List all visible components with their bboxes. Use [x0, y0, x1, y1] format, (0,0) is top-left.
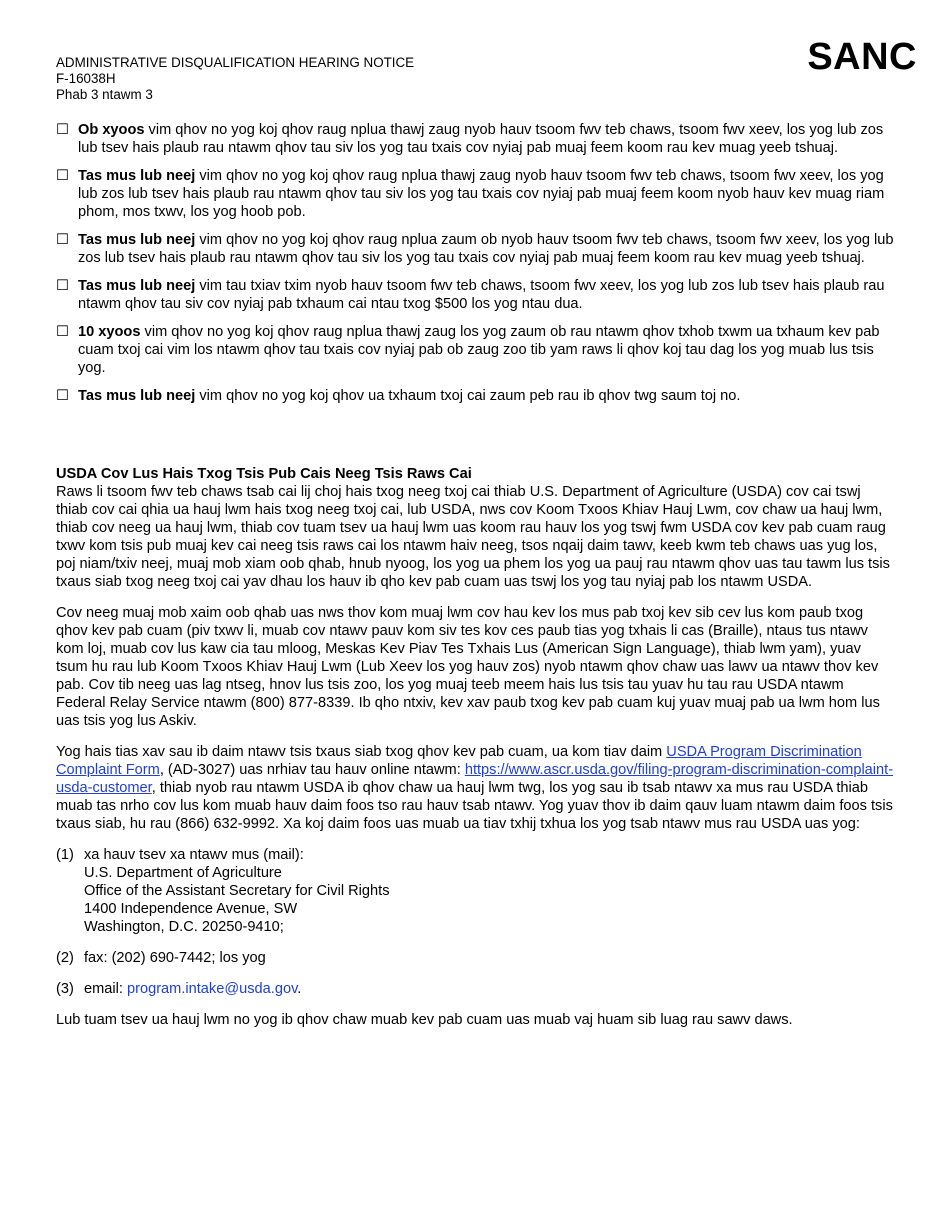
checklist-item	[56, 231, 894, 267]
address-line: Washington, D.C. 20250-9410;	[84, 919, 284, 935]
checklist-item	[56, 387, 894, 405]
text-segment: , thiab nyob rau ntawm USDA ib qhov chaw ua hauj lwm twg, los yog sau ib tsab ntawv xa mus rau USDA thiab muab tas nrho cov lus kom muab hauv daim foos tso rau hauv tsab ntawv. Yog yuav thov ib daim qauv luam ntawm daim foos tsis txaus siab, hu rau (866) 632-9992. Xa koj daim foos uas muab ua tiav txhij txhua los yog tsab ntawv mus rau USDA uas yog:	[56, 780, 893, 832]
paragraph-2: Cov neeg muaj mob xaim oob qhab uas nws thov kom muaj lwm cov hau kev los mus pab txoj kev sib cev lus kom paub txog qhov kev pab cuam (piv txwv li, muab cov ntawv pauv kom siv tes kov ces paub tias yog txhais li cas (Braille), ntaus tus ntawv kom loj, muab cov lus kaw cia tau mloog, Meskas Kev Piav Tes Txhais Lus (American Sign Language), thiab lwm yam), yuav tsum hu rau lub Koom Txoos Khiav Hauj Lwm (Lub Xeev los yog hauv zos) nyob ntawm qhov chaw uas lawv ua ntawv thov kev pab. Cov tib neeg uas lag ntseg, hnov lus tsis zoo, los yog muaj teeb meem hais lus tsis tau yuav hu tau rau USDA ntawm Federal Relay Service ntawm (800) 877-8339. Ib qho ntxiv, kev xav paub txog kev pab cuam kuj yuav muaj pab ua lwm hom lus uas tsis yog lus Askiv.	[56, 605, 880, 729]
email-method	[56, 980, 894, 998]
form-id: F-16038H	[56, 71, 116, 86]
fax-method	[56, 949, 894, 967]
complaint-url-link[interactable]: https://www.ascr.usda.gov/filing-program-discrimination-complaint-usda-customer	[56, 762, 894, 796]
checklist-item	[56, 167, 894, 221]
checklist-item	[56, 277, 894, 313]
form-title: ADMINISTRATIVE DISQUALIFICATION HEARING NOTICE	[56, 55, 415, 70]
item-term: 10 xyoos	[78, 324, 141, 340]
item-text: vim qhov no yog koj qhov raug nplua zaum ob nyob hauv tsoom fwv teb chaws, tsoom fwv xeev, los yog lub zos lub tsev hais plaub rau ntawm qhov tau siv los yog tau txais cov nyiaj pab muaj feem koom rau kev muag yeeb tshuaj.	[78, 232, 894, 266]
item-term: Tas mus lub neej	[78, 232, 196, 248]
submission-methods	[56, 846, 894, 998]
section-heading: USDA Cov Lus Hais Txog Tsis Pub Cais Neeg Tsis Raws Cai	[56, 466, 472, 482]
checkbox[interactable]: ☐	[56, 388, 70, 404]
item-text: vim qhov no yog koj qhov ua txhaum txoj cai zaum peb rau ib qhov twg saum toj no.	[195, 388, 741, 404]
item-number: (1)	[56, 847, 74, 863]
item-number: (3)	[56, 981, 74, 997]
email-line	[84, 980, 894, 998]
closing-statement: Lub tuam tsev ua hauj lwm no yog ib qhov chaw muab kev pab cuam uas muab vaj huam sib luag rau sawv daws.	[56, 1012, 793, 1028]
checkbox[interactable]: ☐	[56, 232, 70, 248]
item-number: (2)	[56, 950, 74, 966]
paragraph-3	[56, 743, 894, 833]
mail-method	[56, 846, 894, 936]
checkbox[interactable]: ☐	[56, 324, 70, 340]
item-text: vim tau txiav txim nyob hauv tsoom fwv teb chaws, tsoom fwv xeev, los yog lub zos lub tsev hais plaub rau ntawm qhov tau siv cov nyiaj pab txhaum cai ntau txog $500 los yog ntau dua.	[78, 278, 885, 312]
fax-text: fax: (202) 690-7442; los yog	[84, 950, 266, 966]
language-code: SANC	[807, 36, 917, 78]
item-text: vim qhov no yog koj qhov raug nplua thawj zaug nyob hauv tsoom fwv teb chaws, tsoom fwv xeev, los yog lub zos lub tsev hais plaub rau ntawm qhov tau siv los yog tau txais cov nyiaj pab muaj feem koom rau kev muag yeeb tshuaj.	[78, 122, 884, 156]
item-text: vim qhov no yog koj qhov raug nplua thawj zaug los yog zaum ob rau ntawm qhov txhob txwm ua txhaum kev pab cuam txoj cai vim los ntawm qhov tau txais cov nyiaj pab ob zaug zoo tib yam raws li qhov koj tau dag los yog muab lus tsis yog.	[78, 324, 880, 376]
checklist-item	[56, 121, 894, 157]
paragraph-1: Raws li tsoom fwv teb chaws tsab cai lij choj hais txog neeg txoj cai thiab U.S. Department of Agriculture (USDA) cov cai tswj thiab cov cai qhia ua hauj lwm hais txog neeg txoj cai, lub USDA, nws cov Koom Txoos Khiav Hauj Lwm, cov chaw ua hauj lwm, thiab cov neeg ua hauj lwm, thiab cov tuam tsev ua hauj lwm uas koom rau hauv los yog tswj fwm USDA cov kev pab cuam raug txwv kom tsis pub muaj kev cai neeg tsis raws cai los ntawm haiv neeg, tsos nqaij daim tawv, keeb kwm teb chaws uas yug los, poj niam/txiv neej, muaj mob xiam oob qhab, hnub nyoog, los yog ua phem los yog ua pauj rau ntawm qhov uas tau tawm lus tsis txaus siab txog neeg txoj cai yav dhau los hauv ib qho kev pab cuam uas tswj los yog tau nyiaj pab los ntawm USDA.	[56, 484, 890, 590]
penalty-checklist	[56, 121, 894, 415]
checkbox[interactable]: ☐	[56, 122, 70, 138]
text-segment: , (AD-3027) uas nrhiav tau hauv online ntawm:	[159, 762, 465, 778]
document-header	[56, 55, 414, 103]
checkbox[interactable]: ☐	[56, 278, 70, 294]
page-number: Phab 3 ntawm 3	[56, 87, 153, 102]
address-line: Office of the Assistant Secretary for Civil Rights	[84, 883, 390, 899]
mailing-address	[84, 864, 894, 936]
item-text: vim qhov no yog koj qhov raug nplua thawj zaug nyob hauv tsoom fwv teb chaws, tsoom fwv xeev, los yog lub zos lub tsev hais plaub rau ntawm qhov tau siv los yog tau txais cov nyiaj pab muaj feem koom nyob hauv kev muag riam phom, mos txwv, los yog hoob pob.	[78, 168, 885, 220]
mail-label: xa hauv tsev xa ntawv mus (mail):	[84, 847, 304, 863]
address-line: 1400 Independence Avenue, SW	[84, 901, 298, 917]
address-line: U.S. Department of Agriculture	[84, 865, 282, 881]
checklist-item	[56, 323, 894, 377]
email-label: email:	[84, 981, 127, 997]
text-segment: Yog hais tias xav sau ib daim ntawv tsis txaus siab txog qhov kev pab cuam, ua kom tiav daim	[56, 744, 667, 760]
complaint-form-link[interactable]: USDA Program Discrimination Complaint Form	[56, 744, 862, 778]
email-end: .	[297, 981, 302, 997]
usda-nondiscrimination-statement	[56, 465, 894, 1042]
checkbox[interactable]: ☐	[56, 168, 70, 184]
item-term: Ob xyoos	[78, 122, 145, 138]
item-term: Tas mus lub neej	[78, 168, 196, 184]
email-link[interactable]: program.intake@usda.gov	[126, 981, 298, 997]
item-term: Tas mus lub neej	[78, 278, 196, 294]
item-term: Tas mus lub neej	[78, 388, 196, 404]
